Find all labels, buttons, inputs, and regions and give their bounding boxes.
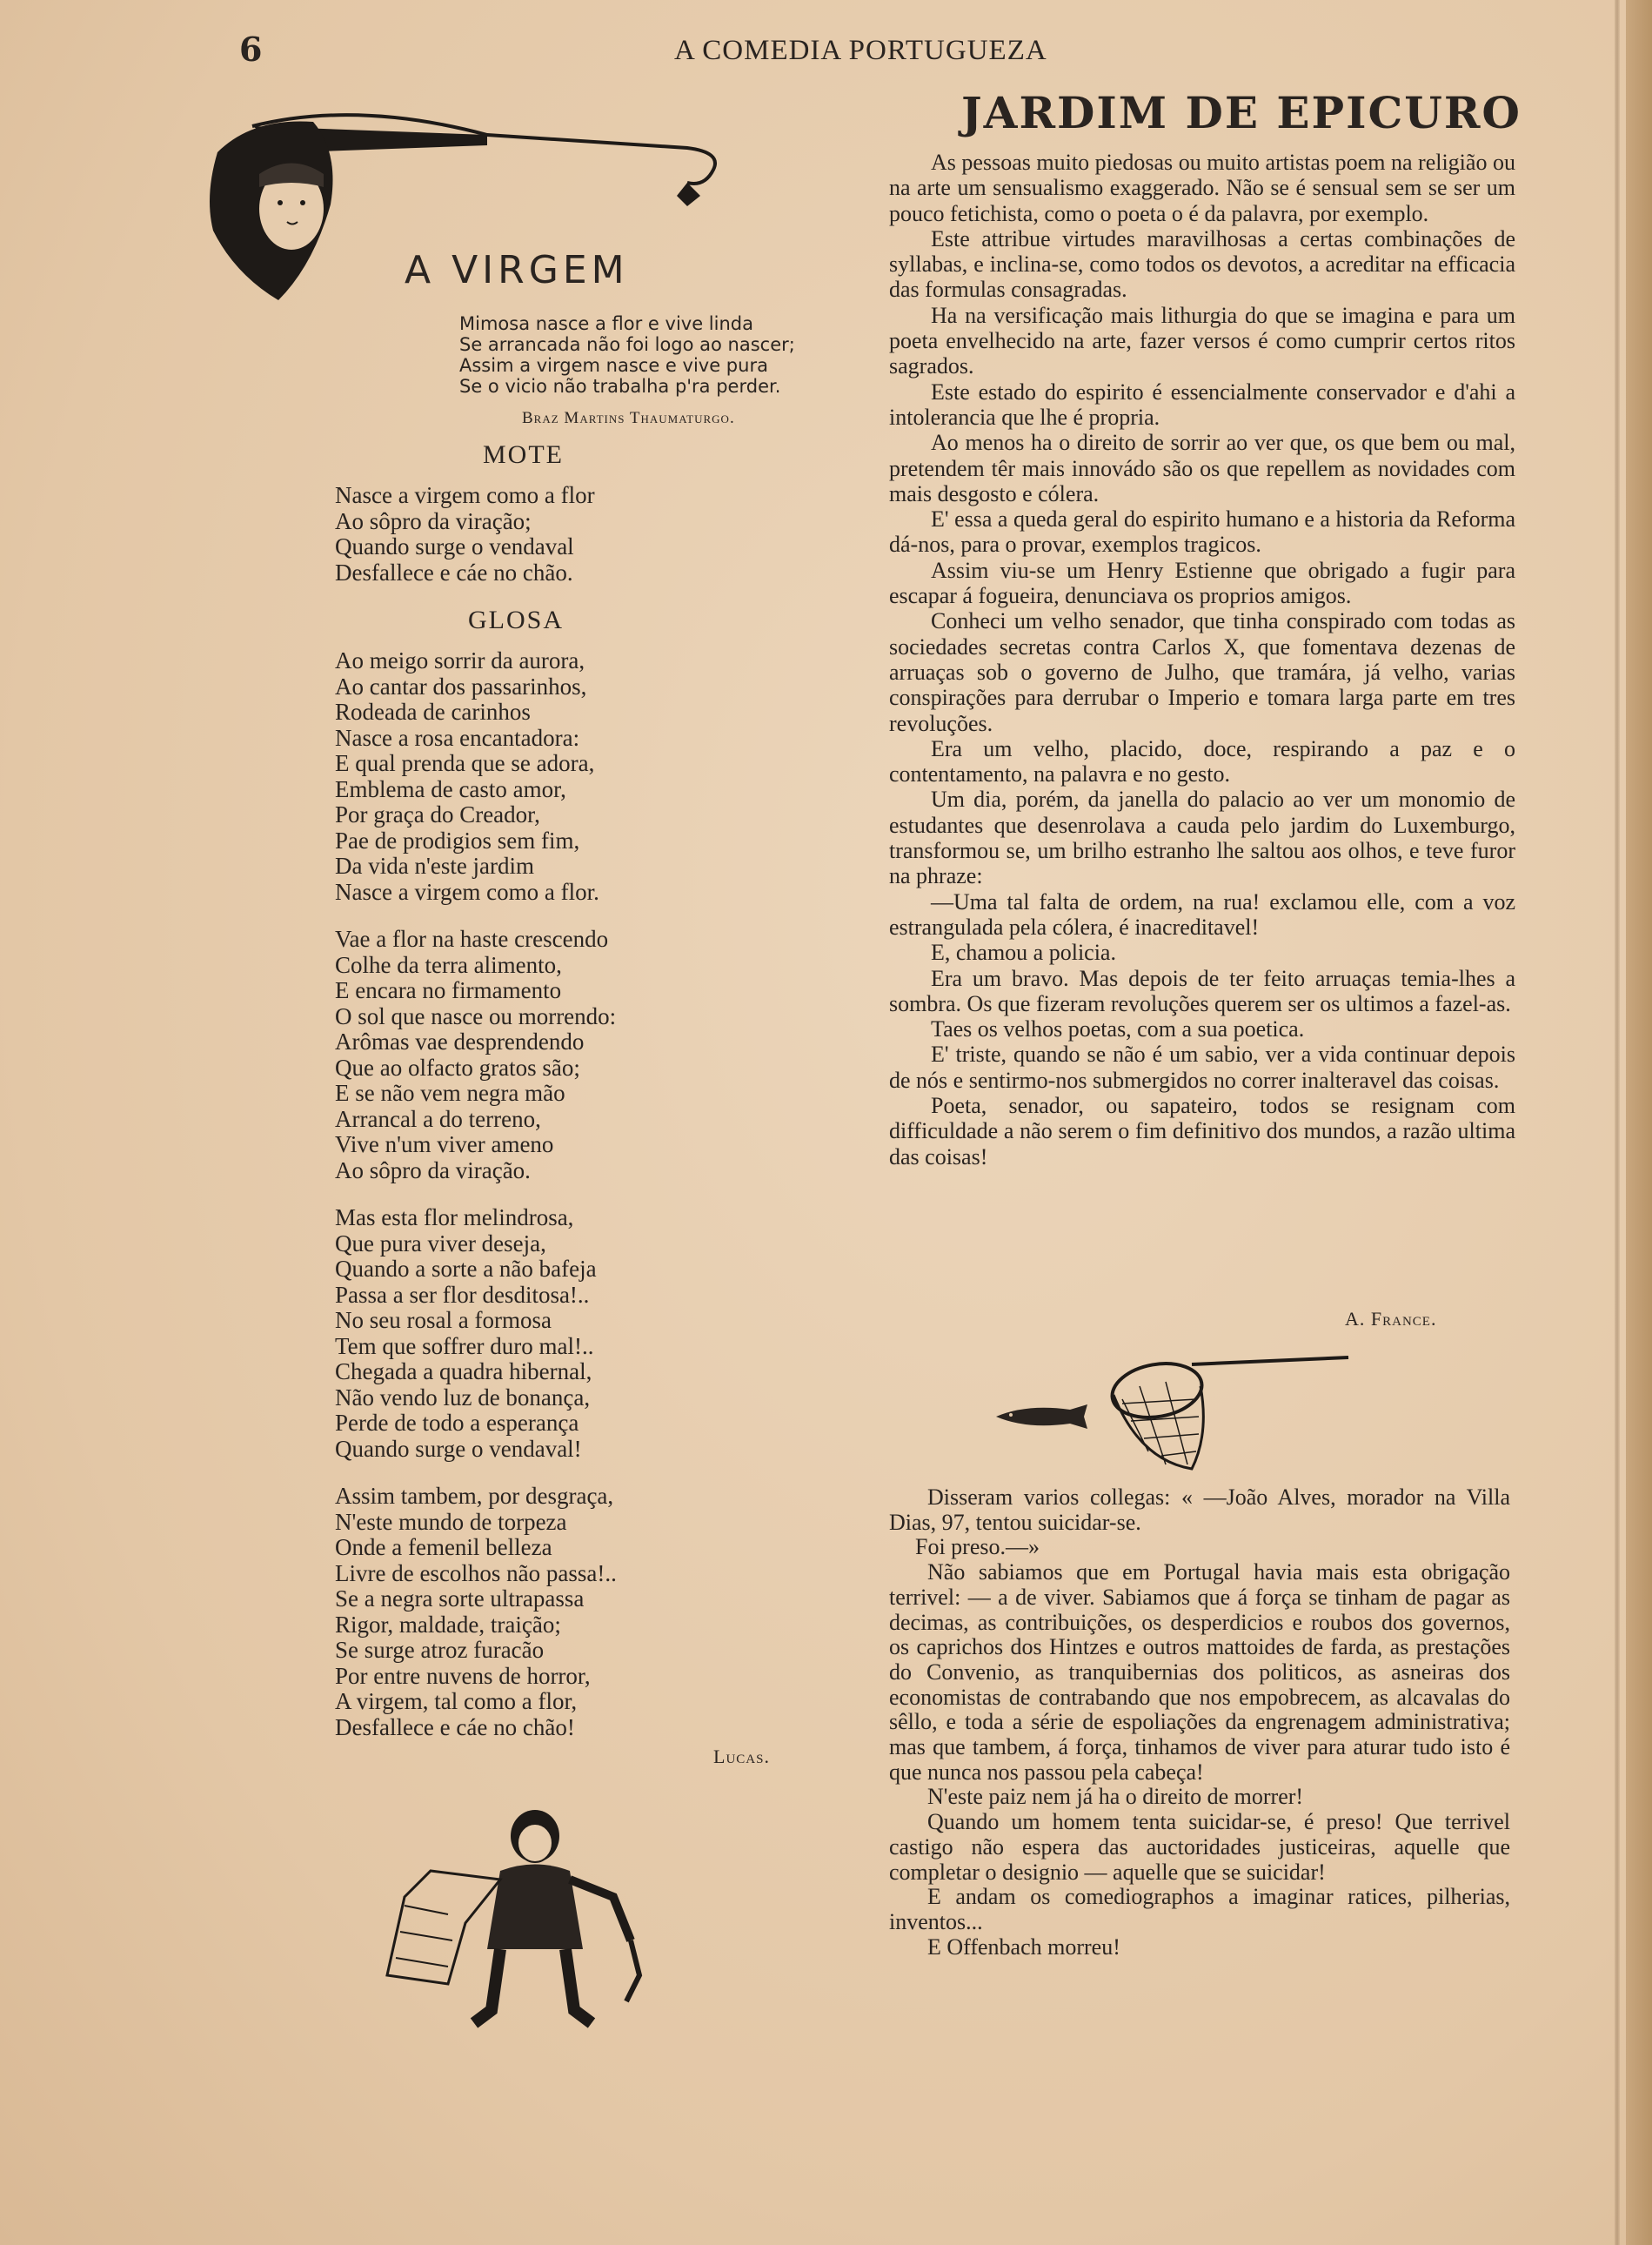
notice-paragraph: Foi preso.—» [915, 1534, 1040, 1560]
article-paragraph: Era um bravo. Mas depois de ter feito arruaças temia-lhes a sombra. Os que fizeram revoluções querem ser os ultimos a fazel-as. [889, 965, 1515, 1016]
verse-line: Ao sôpro da viração; [335, 507, 532, 534]
verse-line: Da vida n'este jardim [335, 853, 535, 879]
article-paragraph: Este estado do espirito é essencialmente conservador e d'ahi a intolerancia que lhe é propria. [889, 379, 1515, 430]
verse-line: Passa a ser flor desditosa!.. [335, 1281, 590, 1308]
running-header: A COMEDIA PORTUGUEZA [674, 35, 1047, 66]
verse-line: Quando surge o vendaval [335, 533, 574, 560]
epigraph [459, 313, 795, 397]
notice-paragraph: Quando um homem tenta suicidar-se, é preso! Que terrivel castigo não espera das auctoridades justiceiras, aquelle que completar o designio — aquelle que se suicidar! [889, 1809, 1510, 1885]
verse-line: A virgem, tal como a flor, [335, 1688, 578, 1714]
article-paragraph: E' essa a queda geral do espirito humano e a historia da Reforma dá-nos, para o provar, exemplos tragicos. [889, 506, 1515, 558]
verse-line: Se surge atroz furacão [335, 1637, 545, 1663]
page-number: 6 [239, 30, 263, 69]
verse-line: No seu rosal a formosa [335, 1307, 552, 1333]
page-edge [1626, 0, 1652, 2245]
verse-line: Desfallece e cáe no chão. [335, 559, 573, 586]
glosa-stanza-3 [335, 1205, 597, 1462]
verse-line: E se não vem negra mão [335, 1080, 565, 1106]
epigraph-line: Se o vicio não trabalha p'ra perder. [459, 376, 781, 397]
verse-line: Nasce a rosa encantadora: [335, 724, 580, 751]
glosa-stanza-4 [335, 1484, 617, 1740]
verse-line: Ao sôpro da viração. [335, 1156, 531, 1183]
verse-line: Onde a femenil belleza [335, 1534, 552, 1560]
article-paragraph: Ao menos ha o direito de sorrir ao ver que, os que bem ou mal, pretendem têr mais innovádo são os que repellem as novidades com mais desgosto e cólera. [889, 430, 1515, 506]
article-paragraph: Este attribue virtudes maravilhosas a certas combinações de syllabas, e inclina-se, como todos os devotos, a acreditar na efficacia das formulas consagradas. [889, 225, 1515, 303]
notice-paragraph: E Offenbach morreu! [927, 1933, 1120, 1960]
verse-line: Perde de todo a esperança [335, 1410, 579, 1436]
verse-line: Por entre nuvens de horror, [335, 1662, 591, 1689]
boy-illustration [370, 1801, 665, 2036]
notice-paragraph: Não sabiamos que em Portugal havia mais esta obrigação terrivel: — a de viver. Sabiamos que á força se tinham de pagar as decimas, as contribuições, os desperdicios e roubos dos governos, os caprichos dos Hintzes e outros mattoides de farda, as prestações do Convenio, as tranquibernias dos politicos, as asneiras dos economistas de contrabando que nos empobrecem, as alcavalas do sêllo, e toda a série de espoliações da engrenagem administrativa; mas que tambem, á força, tinhamos de viver para aturar tudo isto é que nunca nos passou pela cabeça! [889, 1559, 1510, 1785]
verse-line: Não vendo luz de bonança, [335, 1384, 591, 1411]
article-paragraph: Conheci um velho senador, que tinha conspirado com todas as sociedades secretas contra Carlos X, que fomentava dezenas de arruaças sob o governo de Julho, que tramára, já velho, varias conspirações para derrubar o Imperio e tomara larga parte em tres revoluções. [889, 608, 1515, 736]
notice-paragraph: E andam os comediographos a imaginar ratices, pilherias, inventos... [889, 1884, 1510, 1934]
verse-line: Colhe da terra alimento, [335, 951, 562, 978]
verse-line: E encara no firmamento [335, 977, 562, 1003]
verse-line: Quando surge o vendaval! [335, 1435, 582, 1462]
verse-line: E qual prenda que se adora, [335, 750, 595, 776]
mote-heading: MOTE [483, 440, 564, 469]
verse-line: Mas esta flor melindrosa, [335, 1204, 574, 1230]
verse-line: Ao cantar dos passarinhos, [335, 673, 587, 700]
article-signature: A. France. [1345, 1308, 1437, 1330]
article-body [889, 150, 1515, 1169]
glosa-stanza-1 [335, 648, 599, 905]
verse-line: Vae a flor na haste crescendo [335, 926, 609, 952]
verse-line: Assim tambem, por desgraça, [335, 1483, 614, 1509]
mote-stanza [335, 483, 595, 586]
poem-title: A VIRGEM [405, 248, 629, 292]
verse-line: Que pura viver deseja, [335, 1230, 546, 1257]
verse-line: Nasce a virgem como a flor [335, 482, 595, 508]
article-paragraph: As pessoas muito piedosas ou muito artistas poem na religião ou na arte um sensualismo exaggerado. Não se é sensual sem se ser um pouco fetichista, como o poeta o é da palavra, por exemplo. [889, 150, 1515, 226]
notice-body [889, 1485, 1510, 1960]
verse-line: Vive n'um viver ameno [335, 1131, 554, 1157]
verse-line: Desfallece e cáe no chão! [335, 1713, 575, 1740]
fish-net-vignette [992, 1347, 1392, 1478]
article-paragraph: Um dia, porém, da janella do palacio ao ver um monomio de estudantes que desenrolava a cauda pelo jardim do Luxemburgo, transformou se, um brilho estranho lhe saltou aos olhos, e teve furor na phraze: [889, 787, 1515, 889]
verse-line: Pae de prodigios sem fim, [335, 827, 580, 854]
verse-line: Rodeada de carinhos [335, 699, 531, 725]
verse-line: Se a negra sorte ultrapassa [335, 1585, 585, 1612]
article-paragraph: Taes os velhos poetas, com a sua poetica. [931, 1016, 1305, 1042]
verse-line: Arômas vae desprendendo [335, 1029, 585, 1055]
verse-line: Por graça do Creador, [335, 801, 540, 828]
verse-line: O sol que nasce ou morrendo: [335, 1002, 617, 1029]
glosa-heading: GLOSA [468, 606, 565, 634]
article-paragraph: E' triste, quando se não é um sabio, ver a vida continuar depois de nós e sentirmo-nos submergidos no correr inalteravel das coisas. [889, 1042, 1515, 1093]
glosa-stanza-2 [335, 927, 616, 1183]
verse-line: Chegada a quadra hibernal, [335, 1358, 592, 1384]
epigraph-author: Braz Martins Thaumaturgo. [522, 409, 735, 427]
verse-line: Nasce a virgem como a flor. [335, 878, 599, 905]
epigraph-line: Mimosa nasce a flor e vive linda [459, 313, 753, 334]
notice-paragraph: N'este paiz nem já ha o direito de morrer! [927, 1784, 1304, 1810]
verse-line: N'este mundo de torpeza [335, 1508, 567, 1535]
verse-line: Emblema de casto amor, [335, 775, 566, 802]
article-title: JARDIM DE EPICURO [961, 87, 1522, 138]
page-fold [1615, 0, 1620, 2245]
article-paragraph: E, chamou a policia. [931, 940, 1116, 966]
article-paragraph: —Uma tal falta de ordem, na rua! exclamou elle, com a voz estrangulada pela cólera, é inacreditavel! [889, 888, 1515, 940]
article-paragraph: Poeta, senador, ou sapateiro, todos se resignam com difficuldade a não serem o fim definitivo dos mundos, a razão ultima das coisas! [889, 1092, 1515, 1169]
epigraph-line: Se arrancada não foi logo ao nascer; [459, 334, 795, 355]
epigraph-line: Assim a virgem nasce e vive pura [459, 355, 768, 376]
verse-line: Tem que soffrer duro mal!.. [335, 1332, 594, 1359]
article-paragraph: Ha na versificação mais lithurgia do que se imagina e para um poeta envelhecido na arte, fazer versos é como cumprir certos ritos sagrados. [889, 302, 1515, 379]
verse-line: Quando a sorte a não bafeja [335, 1256, 597, 1282]
poem-signature: Lucas. [713, 1746, 770, 1767]
verse-line: Que ao olfacto gratos são; [335, 1054, 580, 1081]
verse-line: Rigor, maldade, traição; [335, 1611, 561, 1638]
verse-line: Arrancal a do terreno, [335, 1105, 541, 1132]
article-paragraph: Assim viu-se um Henry Estienne que obrigado a fugir para escapar á fogueira, denunciava os proprios amigos. [889, 557, 1515, 609]
notice-paragraph: Disseram varios collegas: « —João Alves, morador na Villa Dias, 97, tentou suicidar-se. [889, 1484, 1510, 1535]
article-paragraph: Era um velho, placido, doce, respirando a paz e o contentamento, na palavra e no gesto. [889, 735, 1515, 787]
verse-line: Ao meigo sorrir da aurora, [335, 647, 585, 674]
verse-line: Livre de escolhos não passa!.. [335, 1559, 617, 1586]
